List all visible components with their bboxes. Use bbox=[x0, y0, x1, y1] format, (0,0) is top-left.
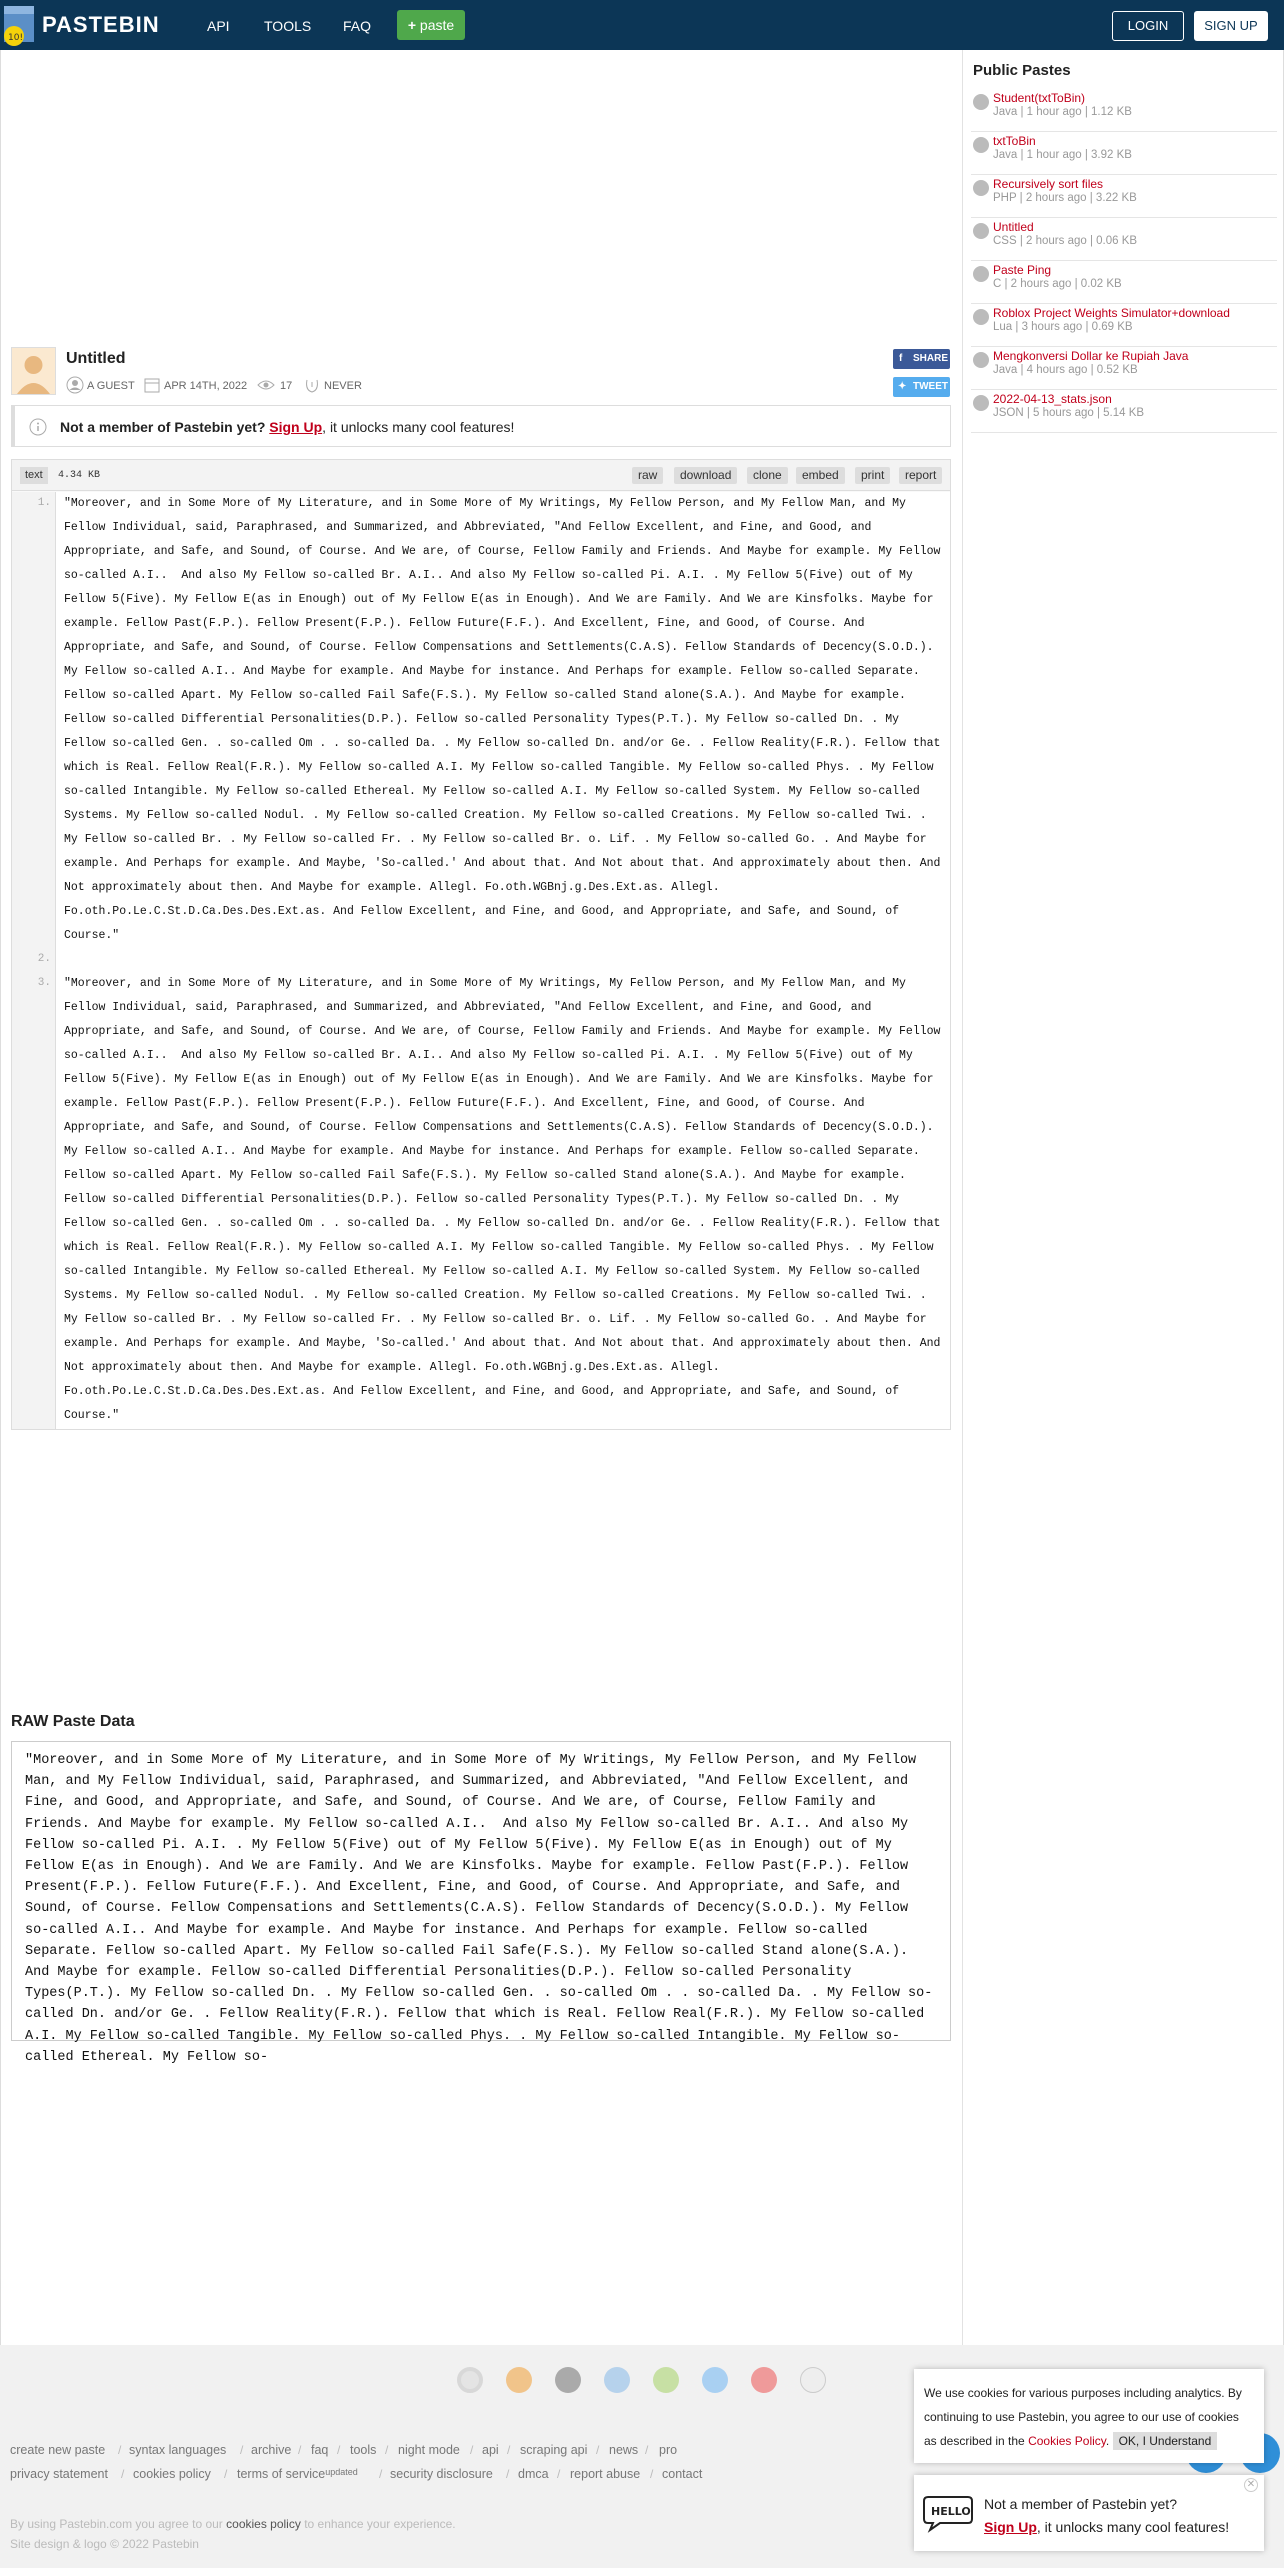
cookie-policy-link[interactable]: Cookies Policy bbox=[1028, 2434, 1106, 2448]
public-paste-item[interactable] bbox=[971, 347, 1277, 390]
raw-paste-textarea[interactable] bbox=[11, 1741, 951, 2065]
paste-author[interactable]: A GUEST bbox=[87, 380, 135, 392]
footer-separator: / bbox=[650, 2467, 654, 2481]
public-paste-name[interactable]: Recursively sort files bbox=[993, 177, 1104, 191]
chrome-icon[interactable] bbox=[457, 2367, 483, 2393]
footer-copyright: Site design & logo © 2022 Pastebin bbox=[10, 2537, 199, 2551]
footer-link-night-mode[interactable]: night mode bbox=[398, 2443, 460, 2457]
paste-date: APR 14TH, 2022 bbox=[164, 380, 248, 392]
footer-separator: / bbox=[379, 2467, 383, 2481]
public-paste-name[interactable]: Roblox Project Weights Simulator+download bbox=[993, 306, 1230, 320]
public-paste-name[interactable]: txtToBin bbox=[993, 134, 1036, 148]
login-button[interactable]: LOGIN bbox=[1112, 11, 1184, 41]
plus-icon: + bbox=[407, 17, 417, 33]
footer-link-cookies-policy[interactable]: cookies policy bbox=[133, 2467, 211, 2481]
download-button[interactable]: download bbox=[674, 467, 737, 484]
public-paste-item[interactable] bbox=[971, 132, 1277, 175]
signup-popup-tail: , it unlocks many cool features! bbox=[1036, 2519, 1230, 2535]
facebook-icon: f bbox=[899, 353, 903, 364]
raw-button[interactable]: raw bbox=[632, 467, 663, 484]
embed-button[interactable]: embed bbox=[796, 467, 845, 484]
public-paste-meta: PHP | 2 hours ago | 3.22 KB bbox=[993, 192, 1137, 204]
footer-agreement bbox=[10, 2517, 456, 2531]
user-silhouette-icon bbox=[12, 348, 55, 394]
footer-separator: / bbox=[337, 2443, 341, 2457]
cookie-text: We use cookies for various purposes including analytics. By continuing to use Pastebin, you agree to our use of cookies as described in the Cookies Policy. OK, I Understand bbox=[924, 2386, 1242, 2448]
footer-link-pro[interactable]: pro bbox=[659, 2443, 678, 2457]
signup-popup-lead: Not a member of Pastebin yet? bbox=[984, 2496, 1177, 2512]
footer-link-tools[interactable]: tools bbox=[350, 2443, 377, 2457]
public-paste-item[interactable] bbox=[971, 218, 1277, 261]
public-paste-meta: Java | 4 hours ago | 0.52 KB bbox=[993, 364, 1138, 376]
public-paste-meta: Java | 1 hour ago | 1.12 KB bbox=[993, 106, 1132, 118]
android-icon[interactable] bbox=[653, 2367, 679, 2393]
notice-text bbox=[60, 419, 514, 435]
signup-popup bbox=[914, 2475, 1264, 2551]
notice-lead: Not a member of Pastebin yet? bbox=[60, 419, 266, 435]
globe-icon bbox=[973, 309, 989, 325]
public-paste-name[interactable]: Paste Ping bbox=[993, 263, 1052, 277]
paste-code-box bbox=[11, 459, 951, 1430]
report-button[interactable]: report bbox=[899, 467, 942, 484]
agree-before: By using Pastebin.com you agree to our bbox=[10, 2517, 223, 2531]
footer-link-syntax-languages[interactable]: syntax languages bbox=[129, 2443, 227, 2457]
eye-icon bbox=[257, 376, 275, 394]
pastebin-logo-icon[interactable] bbox=[2, 4, 38, 46]
brand-name[interactable]: PASTEBIN bbox=[42, 12, 160, 37]
calendar-icon bbox=[143, 376, 161, 394]
share-label: SHARE bbox=[913, 353, 949, 364]
public-paste-item[interactable] bbox=[971, 261, 1277, 304]
nav-tools[interactable]: TOOLS bbox=[264, 18, 312, 34]
cookie-message: We use cookies for various purposes including analytics. By continuing to use Pastebin, you agree to our use of cookies as described in the bbox=[924, 2386, 1242, 2448]
public-paste-meta: C | 2 hours ago | 0.02 KB bbox=[993, 278, 1122, 290]
public-paste-meta: JSON | 5 hours ago | 5.14 KB bbox=[993, 407, 1145, 419]
footer-cookies-policy-link[interactable]: cookies policy bbox=[226, 2517, 301, 2531]
footer-separator: / bbox=[470, 2443, 474, 2457]
signup-notice bbox=[11, 405, 951, 447]
firefox-icon[interactable] bbox=[506, 2367, 532, 2393]
macos-icon[interactable] bbox=[702, 2367, 728, 2393]
notice-tail: , it unlocks many cool features! bbox=[322, 419, 515, 435]
code-area[interactable] bbox=[56, 492, 950, 1429]
twitter-share-button[interactable] bbox=[893, 377, 950, 397]
agree-after: to enhance your experience. bbox=[304, 2517, 456, 2531]
opera-icon[interactable] bbox=[751, 2367, 777, 2393]
public-paste-item[interactable] bbox=[971, 304, 1277, 347]
code-line-3: "Moreover, and in Some More of My Literature, and in Some More of My Writings, My Fellow Person, and My Fellow Man, and My Fellow Individual, said, Paraphrased, and Summarized, and Abbreviated, "And Fellow Excellent, and Fine, and Good, and Appropriate, and Safe, and Sound, of Course. And We are, of Course, Fellow Family and Friends. And Maybe for example. My Fellow so-called A.I.. And also My Fellow so-called Br. A.I.. And also My Fellow so-called Pi. A.I. . My Fellow 5(Five) out of My Fellow 5(Five). My Fellow E(as in Enough) out of My Fellow E(as in Enough). And We are Family. And We are Kinsfolks. Maybe for example. Fellow Past(F.P.). Fellow Present(F.P.). Fellow Future(F.F.). And Excellent, Fine, and Good, of Course. And Appropriate, and Safe, and Sound, of Course. Fellow Compensations and Settlements(C.A.S). Fellow Standards of Decency(S.O.D.). My Fellow so-called A.I.. And Maybe for example. And Maybe for instance. And Perhaps for example. Fellow so-called Separate. Fellow so-called Apart. My Fellow so-called Fail Safe(F.S.). My Fellow so-called Stand alone(S.A.). And Maybe for example. Fellow so-called Differential Personalities(D.P.). Fellow so-called Personality Types(P.T.). My Fellow so-called Dn. . My Fellow so-called Gen. . so-called Om . . so-called Da. . My Fellow so-called Dn. and/or Ge. . Fellow Reality(F.R.). Fellow that which is Real. Fellow Real(F.R.). My Fellow so-called A.I. My Fellow so-called Tangible. My Fellow so-called Phys. . My Fellow so-called Intangible. My Fellow so-called Ethereal. My Fellow so-called A.I. My Fellow so-called System. My Fellow so-called Systems. My Fellow so-called Nodul. . My Fellow so-called Creation. My Fellow so-called Creations. My Fellow so-called Twi. . My Fellow so-called Br. . My Fellow so-called Fr. . My Fellow so-called Br. o. Lif. . My Fellow so-called Go. . And Maybe for example. And Perhaps for example. And Maybe, 'So-called.' And about that. And Not about that. And approximately about then. And Not approximately about then. And Maybe for example. Allegl. Fo.oth.WGBnj.g.Des.Ext.as. Allegl. Fo.oth.Po.Le.C.St.D.Ca.Des.Des.Ext.as. And Fellow Excellent, and Fine, and Good, and Appropriate, and Safe, and Sound, of Course." bbox=[64, 977, 948, 1422]
footer-link-news[interactable]: news bbox=[609, 2443, 639, 2457]
globe-icon bbox=[973, 180, 989, 196]
footer-separator: / bbox=[596, 2443, 600, 2457]
signup-button[interactable]: SIGN UP bbox=[1194, 11, 1268, 41]
footer-separator: / bbox=[224, 2467, 228, 2481]
svg-text:10!: 10! bbox=[8, 33, 24, 43]
footer-separator: / bbox=[557, 2467, 561, 2481]
paste-title: Untitled bbox=[66, 350, 126, 367]
footer-link-security-disclosure[interactable]: security disclosure bbox=[390, 2467, 493, 2481]
footer-separator: / bbox=[240, 2443, 244, 2457]
twitter-icon: ✦ bbox=[898, 381, 907, 392]
line-number: 2. bbox=[37, 953, 51, 965]
nav-api[interactable]: API bbox=[207, 18, 230, 34]
signup-popup-link[interactable]: Sign Up bbox=[984, 2519, 1037, 2535]
syntax-tag[interactable]: text bbox=[20, 467, 48, 484]
top-navbar bbox=[0, 0, 1284, 50]
nav-faq[interactable]: FAQ bbox=[343, 18, 372, 34]
notice-signup-link[interactable]: Sign Up bbox=[269, 419, 323, 435]
raw-paste-text: "Moreover, and in Some More of My Literature, and in Some More of My Writings, My Fellow Person, and My Fellow Man, and My Fellow Individual, said, Paraphrased, and Summarized, and Abbreviated, "And Fellow Excellent, and Fine, and Good, and Appropriate, and Safe, and Sound, of Course. And We are, of Course, Fellow Family and Friends. And Maybe for example. My Fellow so-called A.I.. And also My Fellow so-called Br. A.I.. And also My Fellow so-called Pi. A.I. . My Fellow 5(Five) out of My Fellow 5(Five). My Fellow E(as in Enough) out of My Fellow E(as in Enough). And We are Family. And We are Kinsfolks. Maybe for example. Fellow Past(F.P.). Fellow Present(F.P.). Fellow Future(F.F.). And Excellent, Fine, and Good, of Course. And Appropriate, and Safe, and Sound, of Course. Fellow Compensations and Settlements(C.A.S). Fellow Standards of Decency(S.O.D.). My Fellow so-called A.I.. And Maybe for example. And Maybe for instance. And Perhaps for example. Fellow so-called Separate. Fellow so-called Apart. My Fellow so-called Fail Safe(F.S.). My Fellow so-called Stand alone(S.A.). And Maybe for example. Fellow so-called Differential Personalities(D.P.). Fellow so-called Personality Types(P.T.). My Fellow so-called Dn. . My Fellow so-called Gen. . so-called Om . . so-called Da. . My Fellow so-called Dn. and/or Ge. . Fellow Reality(F.R.). Fellow that which is Real. Fellow Real(F.R.). My Fellow so-called A.I. My Fellow so-called Tangible. My Fellow so-called Phys. . My Fellow so-called Intangible. My Fellow so-called Ethereal. My Fellow so- bbox=[25, 1753, 933, 2065]
line-number: 3. bbox=[37, 977, 51, 989]
footer-link-scraping-api[interactable]: scraping api bbox=[520, 2443, 588, 2457]
footer-separator: / bbox=[645, 2443, 649, 2457]
public-paste-name[interactable]: 2022-04-13_stats.json bbox=[993, 392, 1112, 406]
facebook-share-button[interactable] bbox=[893, 349, 950, 369]
close-icon[interactable]: ✕ bbox=[1244, 2478, 1258, 2492]
globe-icon bbox=[973, 266, 989, 282]
footer-link-contact[interactable]: contact bbox=[662, 2467, 703, 2481]
footer-separator: / bbox=[118, 2443, 122, 2457]
footer-link-report-abuse[interactable]: report abuse bbox=[570, 2467, 641, 2481]
footer-link-create-new-paste[interactable]: create new paste bbox=[10, 2443, 106, 2457]
footer-link-dmca[interactable]: dmca bbox=[518, 2467, 549, 2481]
tweet-label: TWEET bbox=[913, 381, 948, 392]
linux-icon[interactable] bbox=[800, 2367, 826, 2393]
public-paste-name[interactable]: Untitled bbox=[993, 220, 1034, 234]
guest-avatar bbox=[11, 347, 56, 395]
windows-icon[interactable] bbox=[604, 2367, 630, 2393]
footer-link-archive[interactable]: archive bbox=[251, 2443, 292, 2457]
hello-bubble-icon bbox=[922, 2493, 974, 2533]
line-number: 1. bbox=[37, 497, 51, 509]
public-paste-name[interactable]: Student(txtToBin) bbox=[993, 91, 1086, 105]
raw-paste-title: RAW Paste Data bbox=[11, 1713, 135, 1730]
footer-link-faq[interactable]: faq bbox=[311, 2443, 329, 2457]
globe-icon bbox=[973, 395, 989, 411]
cookie-consent-popup bbox=[914, 2369, 1264, 2463]
code-line-1: "Moreover, and in Some More of My Literature, and in Some More of My Writings, My Fellow Person, and My Fellow Man, and My Fellow Individual, said, Paraphrased, and Summarized, and Abbreviated, "And Fellow Excellent, and Fine, and Good, and Appropriate, and Safe, and Sound, of Course. And We are, of Course, Fellow Family and Friends. And Maybe for example. My Fellow so-called A.I.. And also My Fellow so-called Br. A.I.. And also My Fellow so-called Pi. A.I. . My Fellow 5(Five) out of My Fellow 5(Five). My Fellow E(as in Enough) out of My Fellow E(as in Enough). And We are Family. And We are Kinsfolks. Maybe for example. Fellow Past(F.P.). Fellow Present(F.P.). Fellow Future(F.F.). And Excellent, Fine, and Good, of Course. And Appropriate, and Safe, and Sound, of Course. Fellow Compensations and Settlements(C.A.S). Fellow Standards of Decency(S.O.D.). My Fellow so-called A.I.. And Maybe for example. And Maybe for instance. And Perhaps for example. Fellow so-called Separate. Fellow so-called Apart. My Fellow so-called Fail Safe(F.S.). My Fellow so-called Stand alone(S.A.). And Maybe for example. Fellow so-called Differential Personalities(D.P.). Fellow so-called Personality Types(P.T.). My Fellow so-called Dn. . My Fellow so-called Gen. . so-called Om . . so-called Da. . My Fellow so-called Dn. and/or Ge. . Fellow Reality(F.R.). Fellow that which is Real. Fellow Real(F.R.). My Fellow so-called A.I. My Fellow so-called Tangible. My Fellow so-called Phys. . My Fellow so-called Intangible. My Fellow so-called Ethereal. My Fellow so-called A.I. My Fellow so-called System. My Fellow so-called Systems. My Fellow so-called Nodul. . My Fellow so-called Creation. My Fellow so-called Creations. My Fellow so-called Twi. . My Fellow so-called Br. . My Fellow so-called Fr. . My Fellow so-called Br. o. Lif. . My Fellow so-called Go. . And Maybe for example. And Perhaps for example. And Maybe, 'So-called.' And about that. And Not about that. And approximately about then. And Not approximately about then. And Maybe for example. Allegl. Fo.oth.WGBnj.g.Des.Ext.as. Allegl. Fo.oth.Po.Le.C.St.D.Ca.Des.Des.Ext.as. And Fellow Excellent, and Fine, and Good, and Appropriate, and Safe, and Sound, of Course." bbox=[64, 497, 948, 942]
footer-separator: / bbox=[121, 2467, 125, 2481]
terms-updated-badge: updated bbox=[325, 2467, 358, 2477]
signup-popup-text bbox=[984, 2493, 1229, 2539]
terms-label: terms of service bbox=[237, 2467, 326, 2481]
svg-text:HELLO: HELLO bbox=[931, 2505, 971, 2518]
public-paste-item[interactable] bbox=[971, 390, 1277, 433]
footer-separator: / bbox=[506, 2467, 510, 2481]
public-paste-item[interactable] bbox=[971, 175, 1277, 218]
new-paste-button[interactable] bbox=[397, 10, 465, 40]
sidebar-divider bbox=[962, 50, 963, 2345]
print-button[interactable]: print bbox=[855, 467, 890, 484]
public-paste-item[interactable] bbox=[971, 89, 1277, 132]
public-pastes-title: Public Pastes bbox=[973, 62, 1071, 79]
footer-separator: / bbox=[507, 2443, 511, 2457]
info-icon bbox=[29, 418, 47, 436]
footer-separator: / bbox=[385, 2443, 389, 2457]
globe-icon bbox=[973, 94, 989, 110]
line-number-gutter bbox=[12, 492, 56, 1429]
cookie-ok-button[interactable]: OK, I Understand bbox=[1113, 2432, 1218, 2450]
public-paste-meta: Java | 1 hour ago | 3.92 KB bbox=[993, 149, 1132, 161]
ios-icon[interactable] bbox=[555, 2367, 581, 2393]
paste-size: 4.34 KB bbox=[58, 470, 101, 481]
user-icon bbox=[66, 376, 84, 394]
public-paste-meta: CSS | 2 hours ago | 0.06 KB bbox=[993, 235, 1138, 247]
footer-separator: / bbox=[298, 2443, 302, 2457]
globe-icon bbox=[973, 352, 989, 368]
footer-link-terms-of-service[interactable] bbox=[237, 2467, 358, 2481]
footer-link-privacy-statement[interactable]: privacy statement bbox=[10, 2467, 108, 2481]
code-toolbar bbox=[12, 460, 950, 491]
expiry-icon bbox=[303, 376, 321, 394]
footer-link-api[interactable]: api bbox=[482, 2443, 499, 2457]
globe-icon bbox=[973, 137, 989, 153]
clone-button[interactable]: clone bbox=[747, 467, 788, 484]
paste-expiry: NEVER bbox=[324, 380, 362, 392]
public-paste-meta: Lua | 3 hours ago | 0.69 KB bbox=[993, 321, 1133, 333]
paste-views: 17 bbox=[280, 380, 293, 392]
public-paste-name[interactable]: Mengkonversi Dollar ke Rupiah Java bbox=[993, 349, 1189, 363]
new-paste-label: paste bbox=[419, 17, 455, 33]
globe-icon bbox=[973, 223, 989, 239]
